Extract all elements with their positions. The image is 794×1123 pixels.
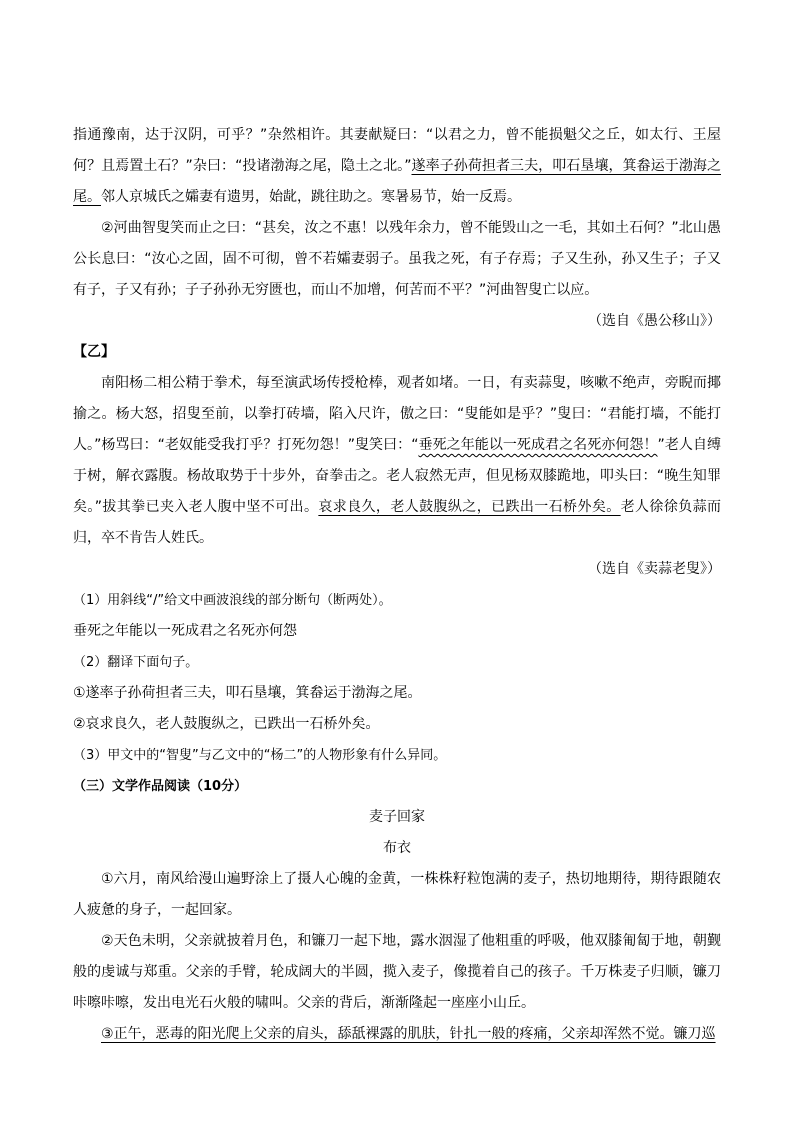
question-1: （1）用斜线“/”给文中画波浪线的部分断句（断两处）。 [73, 593, 392, 608]
yi-p1-text-end: 老人徐徐负蒜而归，卒不肯告人姓氏。 [73, 499, 722, 546]
essay-paragraph-1: ①六月，南风给漫山遍野涂上了摄人心魄的金黄，一株株籽粒饱满的麦子，热切地期待，期待跟随农人疲惫的身子，一起回家。 [73, 871, 721, 918]
question-3: （3）甲文中的“智叟”与乙文中的“杨二”的人物形象有什么异同。 [73, 748, 447, 763]
essay-p3-underlined: ③正午，恶毒的阳光爬上父亲的肩头，舔舐裸露的肌肤，针扎一般的疼痛，父亲却浑然不觉。镰刀巡 [101, 1026, 716, 1042]
yi-p1-text: 南阳杨二相公精于拳术，每至演武场传授枪棒，观者如堵。一日，有卖蒜叟，咳嗽不绝声，旁睨而揶揄之。杨大怒，招叟至前，以拳打砖墙，陷入尺许，傲之曰：“叟能如是乎？”叟曰：“君能打墙，不能打人。”杨骂曰：“老奴能受我打乎？打死勿怨！”叟笑曰：“ [73, 375, 721, 453]
question-2: （2）翻译下面句子。 [73, 655, 199, 670]
jia-paragraph-2: ②河曲智叟笑而止之曰：“甚矣，汝之不惠！以残年余力，曾不能毁山之一毛，其如土石何？”北山愚公长息曰：“汝心之固，固不可彻，曾不若孀妻弱子。虽我之死，有子存焉；子又生孙，孙又生子；子又有子，子又有孙；子子孙孙无穷匮也，而山不加增，何苦而不平？”河曲智叟亡以应。 [73, 220, 721, 298]
essay-paragraph-3 [73, 1019, 721, 1050]
essay-paragraph-2: ②天色未明，父亲就披着月色，和镰刀一起下地，露水洇湿了他粗重的呼吸，他双膝匍匐于地，朝觐般的虔诚与郑重。父亲的手臂，轮成阔大的半圆，揽入麦子，像揽着自己的孩子。千万株麦子归顺，镰刀咔嚓咔嚓，发出电光石火般的啸叫。父亲的背后，渐渐隆起一座座小山丘。 [73, 933, 721, 1011]
question-2-b: ②哀求良久，老人鼓腹纵之，已跌出一石桥外矣。 [73, 716, 380, 732]
jia-paragraph-1 [73, 120, 721, 213]
essay-author: 布衣 [383, 840, 411, 856]
yi-p1-wavy: 垂死之年能以一死成君之名死亦何怨！ [418, 437, 658, 453]
question-1-text: 垂死之年能以一死成君之名死亦何怨 [73, 623, 297, 639]
yi-p1-text-mid: ”老人自缚于树，解衣露腹。杨故取势于十步外，奋拳击之。老人寂然无声，但见杨双膝跪地，叩头曰：“晚生知罪矣。”拔其拳已夹入老人腹中坚不可出。 [73, 437, 721, 515]
question-2-a: ①遂率子孙荷担者三夫，叩石垦壤，箕畚运于渤海之尾。 [73, 685, 422, 701]
jia-p1-text: 指通豫南，达于汉阴，可乎？”杂然相许。其妻献疑曰：“以君之力，曾不能损魁父之丘，如太行、王屋何？且焉置土石？”杂曰：“投诸渤海之尾，隐土之北。” [73, 127, 721, 174]
essay-title: 麦子回家 [369, 809, 425, 825]
yi-source: （选自《卖蒜老叟》） [588, 561, 721, 577]
jia-source: （选自《愚公移山》） [588, 313, 721, 329]
yi-label: 【乙】 [73, 344, 115, 360]
section-3-heading: （三）文学作品阅读（10分） [73, 779, 248, 794]
yi-paragraph [73, 368, 721, 554]
yi-p1-underlined: 哀求良久，老人鼓腹纵之，已跌出一石桥外矣。 [318, 499, 621, 515]
jia-p1-underlined: 遂率子孙荷担者三夫，叩石垦壤，箕畚运于渤海之尾。 [73, 158, 721, 205]
document-body [73, 120, 721, 1050]
jia-p1-text-end: 邻人京城氏之孀妻有遗男，始龀，跳往助之。寒暑易节，始一反焉。 [101, 189, 521, 205]
